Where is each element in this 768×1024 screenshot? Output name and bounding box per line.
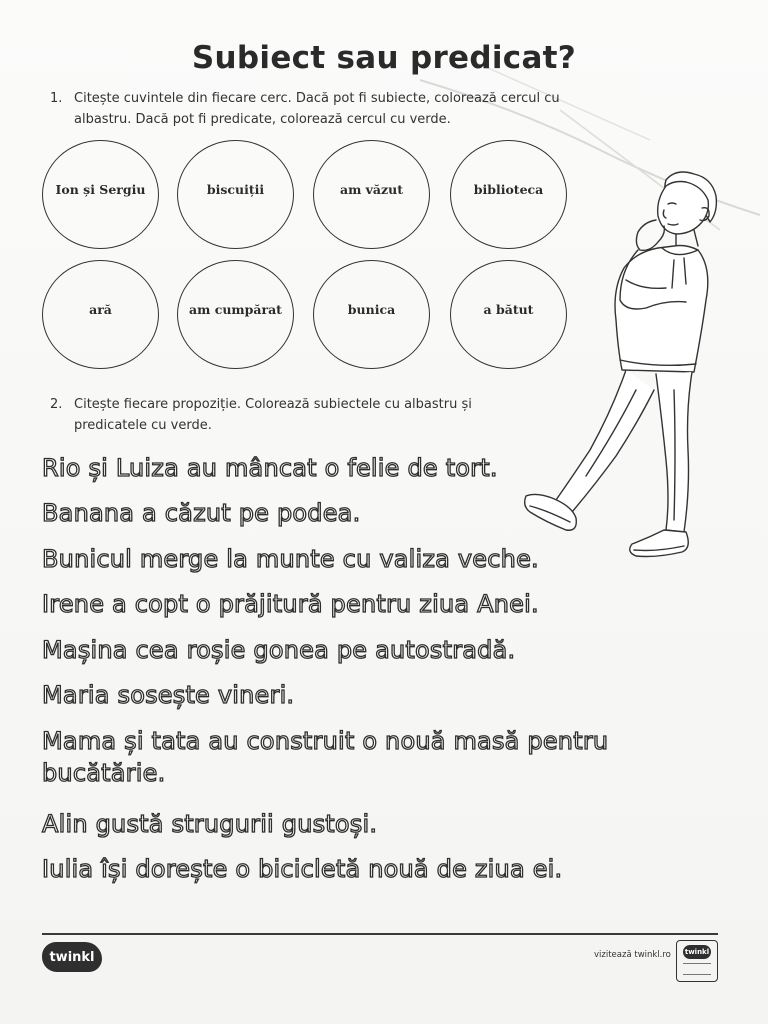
- word-circle[interactable]: bunica: [313, 260, 430, 369]
- sentence[interactable]: Bunicul merge la munte cu valiza veche.: [42, 545, 539, 573]
- instruction-2: [50, 394, 544, 436]
- page-title: Subiect sau predicat?: [191, 40, 577, 76]
- footer-divider: [42, 933, 718, 935]
- thinking-boy-illustration: [516, 160, 726, 570]
- word-circle[interactable]: a bătut: [450, 260, 567, 369]
- instruction-1: [50, 88, 594, 130]
- twinkl-badge: [676, 940, 718, 982]
- sentence[interactable]: Mama și tata au construit o nouă masă pentru bucătărie.: [42, 727, 609, 787]
- sentence[interactable]: Maria sosește vineri.: [42, 681, 295, 709]
- sentence[interactable]: Iulia își dorește o bicicletă nouă de ziua ei.: [42, 855, 563, 883]
- instruction-2-text: Citește fiecare propoziție. Colorează subiectele cu albastru și predicatele cu verde.: [74, 397, 472, 433]
- sentence[interactable]: Banana a căzut pe podea.: [42, 499, 361, 527]
- twinkl-logo: twinkl: [42, 942, 102, 972]
- sentence[interactable]: Alin gustă strugurii gustoși.: [42, 810, 378, 838]
- word-circle[interactable]: am văzut: [313, 140, 430, 249]
- word-circle[interactable]: Ion și Sergiu: [42, 140, 159, 249]
- instruction-1-text: Citește cuvintele din fiecare cerc. Dacă pot fi subiecte, colorează cercul cu albastru. Dacă pot fi predicate, colorează cercul cu verde.: [74, 91, 560, 127]
- sentence[interactable]: Rio și Luiza au mâncat o felie de tort.: [42, 454, 498, 482]
- sentence[interactable]: Irene a copt o prăjitură pentru ziua Anei.: [42, 590, 539, 618]
- instruction-2-number: 2.: [50, 397, 63, 412]
- word-circle[interactable]: biscuiții: [177, 140, 294, 249]
- badge-lines: [683, 963, 711, 975]
- word-circle[interactable]: am cumpărat: [177, 260, 294, 369]
- twinkl-badge-logo: twinkl: [683, 945, 711, 959]
- word-circle[interactable]: ară: [42, 260, 159, 369]
- sentence[interactable]: Mașina cea roșie gonea pe autostradă.: [42, 636, 516, 664]
- visit-link[interactable]: vizitează twinkl.ro: [594, 950, 671, 960]
- word-circle[interactable]: biblioteca: [450, 140, 567, 249]
- instruction-1-number: 1.: [50, 91, 63, 106]
